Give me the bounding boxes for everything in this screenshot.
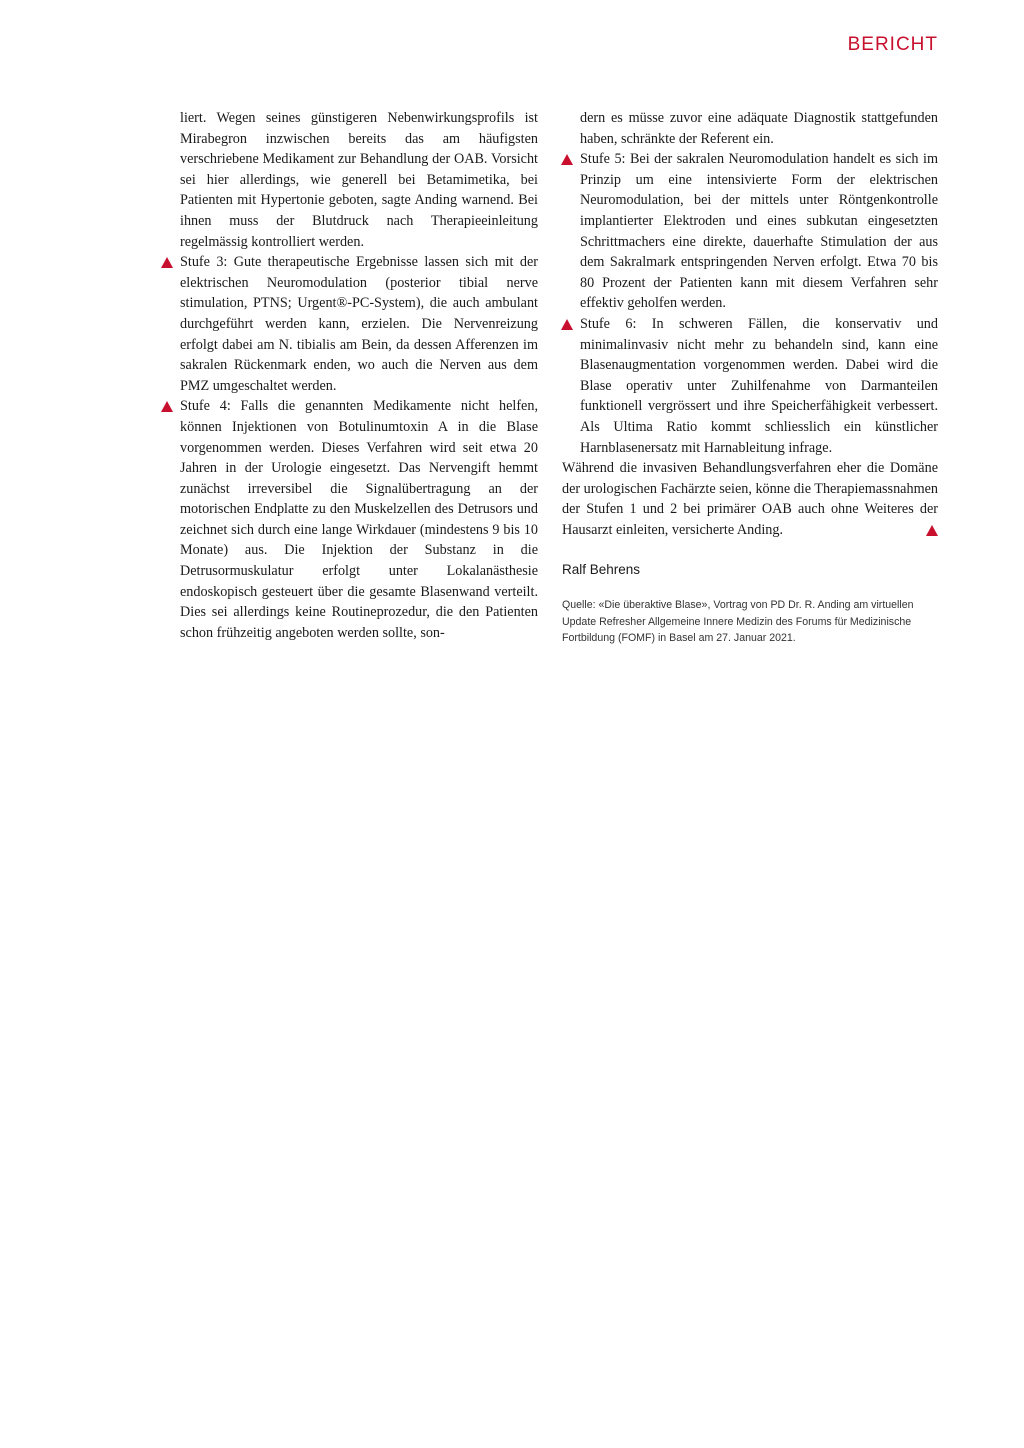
list-item-stufe-6 <box>580 314 938 458</box>
end-of-article-triangle-icon <box>926 525 938 536</box>
list-item-stufe-3 <box>180 252 538 396</box>
source-note: Quelle: «Die überaktive Blase», Vortrag von PD Dr. R. Anding am virtuellen Update Refresher Allgemeine Innere Medizin des Forums für Medizinische Fortbildung (FOMF) in Basel am 27. Januar 2021. <box>562 599 914 645</box>
stufe-5-text: Stufe 5: Bei der sakralen Neuromodulation handelt es sich im Prinzip um eine intensivierte Form der elektrischen Neuromodulation, bei der mittels unter Röntgenkontrolle implantierter Elektroden und eines subkutan eingesetzten Schrittmachers eine direkte, dauerhafte Stimulation der aus dem Sakralmark entspringenden Nerven erfolgt. Etwa 70 bis 80 Prozent der Patienten kann mit diesem Verfahren sehr effektiv geholfen werden. <box>580 151 938 312</box>
stufe-4-text: Stufe 4: Falls die genannten Medikamente nicht helfen, können Injektionen von Botulinumtoxin A in die Blase vorgenommen werden. Dieses Verfahren wird seit etwa 20 Jahren in der Urologie eingesetzt. Das Nervengift hemmt zunächst irreversibel die Signalübertragung an der motorischen Endplatte zu den Muskelzellen des Detrusors und zeichnet sich durch eine lange Wirkdauer (mindestens 9 bis 10 Monate) aus. Die Injektion der Substanz in die Detrusormuskulatur erfolgt unter Lokalanästhesie endoskopisch gesteuert über die gesamte Blasenwand verteilt. Dies sei allerdings keine Routineprozedur, die den Patienten schon frühzeitig angeboten werden sollte, son- <box>180 398 538 641</box>
author-name: Ralf Behrens <box>562 562 641 578</box>
closing-paragraph <box>562 458 938 540</box>
triangle-bullet-icon <box>161 401 173 412</box>
stufe-6-text: Stufe 6: In schweren Fällen, die konservativ und minimalinvasiv nicht mehr zu behandeln sind, kann eine Blasenaugmentation vorgenommen werden. Dabei wird die Blase operativ unter Zuhilfenahme von Darmanteilen funktionell vergrössert und ihre Speicherfähigkeit verbessert. Als Ultima Ratio kommt schliesslich ein künstlicher Harnblasenersatz mit Harnableitung infrage. <box>580 315 938 456</box>
section-label: BERICHT <box>847 34 938 55</box>
paragraph-continued: dern es müsse zuvor eine adäquate Diagnostik stattgefunden haben, schränkte der Referent ein. <box>580 110 938 147</box>
left-column <box>180 108 538 643</box>
triangle-bullet-icon <box>561 154 573 165</box>
triangle-bullet-icon <box>561 319 573 330</box>
paragraph-continued: liert. Wegen seines günstigeren Nebenwirkungsprofils ist Mirabegron inzwischen bereits das am häufigsten verschriebene Medikament zur Behandlung der OAB. Vorsicht sei hier allerdings, wie generell bei Betamimetika, bei Patienten mit Hypertonie geboten, sagte Anding warnend. Bei ihnen muss der Blutdruck nach Therapieeinleitung regelmässig kontrolliert werden. <box>180 110 538 250</box>
closing-text: Während die invasiven Behandlungsverfahren eher die Domäne der urologischen Fachärzte seien, könne die Therapiemassnahmen der Stufen 1 und 2 bei primärer OAB auch ohne Weiteres der Hausarzt einleiten, versicherte Anding. <box>562 460 938 538</box>
right-column <box>562 108 938 647</box>
list-item-stufe-4 <box>180 396 538 643</box>
triangle-bullet-icon <box>161 257 173 268</box>
stufe-3-text: Stufe 3: Gute therapeutische Ergebnisse lassen sich mit der elektrischen Neuromodulation (posterior tibial nerve stimulation, PTNS; Urgent®-PC-System), die auch ambulant durchgeführt werden kann, erzielen. Die Nervenreizung erfolgt dabei am N. tibialis am Bein, da dessen Afferenzen im sakralen Rückenmark enden, wo auch die Nerven aus dem PMZ umgeschaltet werden. <box>180 254 538 394</box>
list-item-stufe-5 <box>580 149 938 314</box>
